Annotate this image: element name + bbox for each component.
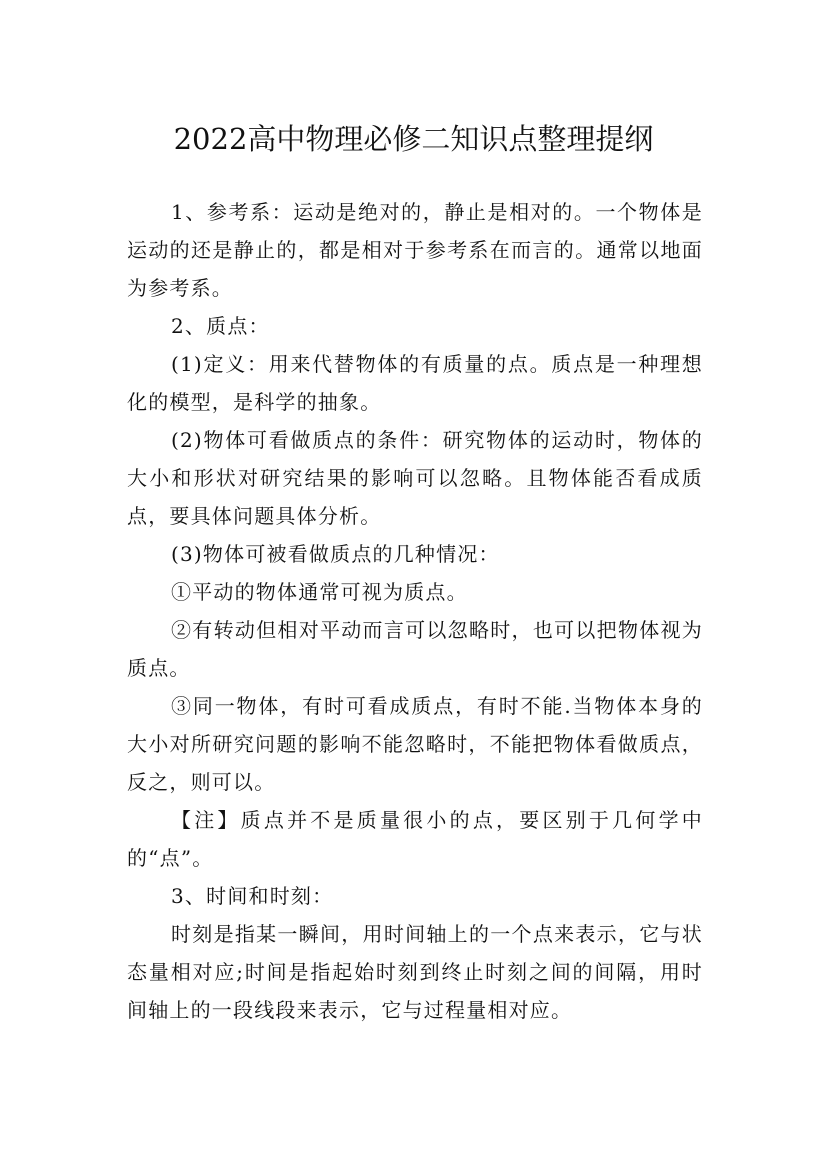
heading-particle: 2、质点： [171,314,270,338]
document-title: 2022高中物理必修二知识点整理提纲 [173,122,654,157]
paragraph-particle-definition: (1)定义：用来代替物体的有质量的点。质点是一种理想化的模型，是科学的抽象。 [127,352,703,414]
document-body [127,193,703,1029]
heading-particle-cases: (3)物体可被看做质点的几种情况： [171,542,500,566]
paragraph-case-3: ③同一物体，有时可看成质点，有时不能.当物体本身的大小对所研究问题的影响不能忽略时，不能把物体看做质点，反之，则可以。 [127,694,703,794]
paragraph-case-2: ②有转动但相对平动而言可以忽略时，也可以把物体视为质点。 [127,618,703,680]
paragraph-reference-frame: 1、参考系：运动是绝对的，静止是相对的。一个物体是运动的还是静止的，都是相对于参考系在而言的。通常以地面为参考系。 [127,200,703,300]
heading-time-moment: 3、时间和时刻： [171,884,334,908]
paragraph-note: 【注】质点并不是质量很小的点，要区别于几何学中的“点”。 [127,808,703,870]
paragraph-time-moment: 时刻是指某一瞬间，用时间轴上的一个点来表示，它与状态量相对应;时间是指起始时刻到终止时刻之间的间隔，用时间轴上的一段线段来表示，它与过程量相对应。 [127,922,703,1022]
paragraph-particle-condition: (2)物体可看做质点的条件：研究物体的运动时，物体的大小和形状对研究结果的影响可以忽略。且物体能否看成质点，要具体问题具体分析。 [127,428,703,528]
paragraph-case-1: ①平动的物体通常可视为质点。 [171,580,468,604]
